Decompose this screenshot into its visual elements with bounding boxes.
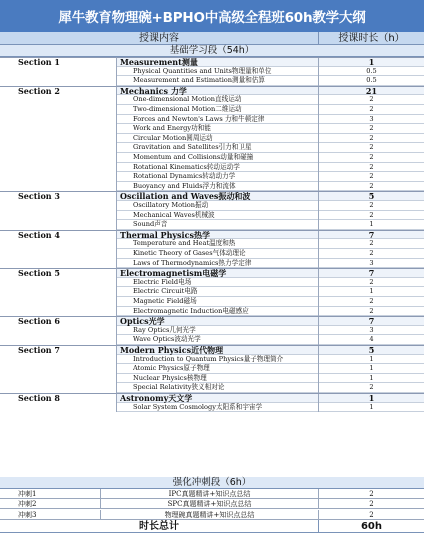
lesson-label: Rotational Dynamics转动动力学 (133, 172, 236, 181)
lesson-label: Electric Circuit电路 (133, 287, 198, 296)
sprint-stage-banner: 强化冲刺段（6h） (0, 477, 424, 489)
lesson-row (117, 374, 424, 384)
lesson-label: Special Relativity狭义相对论 (133, 383, 225, 392)
lesson-hours: 1 (318, 374, 424, 384)
sprint-hours: 2 (318, 499, 424, 509)
lesson-row (117, 326, 424, 336)
section-topic: Optics光学 (120, 317, 165, 327)
lesson-label: Introduction to Quantum Physics量子物理简介 (133, 354, 284, 363)
lesson-hours: 2 (318, 278, 424, 288)
sprint-hours: 2 (318, 510, 424, 520)
lesson-row (117, 335, 424, 345)
lesson-row (117, 76, 424, 86)
lesson-hours: 3 (318, 326, 424, 336)
sprint-description: 物理碗真题精讲+知识点总结 (100, 510, 318, 520)
sprint-row (0, 499, 424, 509)
lesson-row (117, 67, 424, 77)
lesson-row (117, 297, 424, 307)
lesson-label: Circular Motion圆周运动 (133, 133, 213, 142)
page-title: 犀牛教育物理碗+BPHO中高级全程班60h教学大纲 (0, 0, 424, 32)
sprint-row (0, 510, 424, 520)
section-topic-row (117, 86, 424, 96)
lesson-label: Momentum and Collisions动量和碰撞 (133, 153, 254, 161)
sprint-row (0, 489, 424, 499)
lesson-label: Work and Energy功和能 (133, 124, 211, 133)
lesson-hours: 2 (318, 249, 424, 259)
section-topic: Modern Physics近代物理 (120, 346, 224, 355)
lesson-hours: 2 (318, 153, 424, 163)
lesson-hours: 2 (318, 163, 424, 173)
lesson-hours: 2 (318, 182, 424, 192)
section-topic-row (117, 345, 424, 355)
section-topic: Astronomy天文学 (120, 394, 193, 403)
lesson-label: Forces and Newton's Laws 力和牛顿定律 (133, 114, 265, 123)
column-header (0, 32, 424, 45)
lesson-label: Nuclear Physics核物理 (133, 373, 207, 382)
section-topic-row (117, 230, 424, 240)
lesson-hours: 4 (318, 335, 424, 345)
sprint-description: IPC真题精讲+知识点总结 (100, 489, 318, 499)
section-hours: 1 (318, 394, 424, 404)
lesson-label: Sound声音 (133, 220, 168, 229)
sprint-description: SPC真题精讲+知识点总结 (100, 499, 318, 509)
lesson-row (117, 124, 424, 134)
section-topic-row (117, 393, 424, 403)
lesson-hours: 2 (318, 383, 424, 393)
section-label: Section 7 (0, 345, 117, 393)
sprint-label: 冲刺3 (18, 510, 37, 519)
lesson-hours: 2 (318, 201, 424, 211)
section-hours: 1 (318, 58, 424, 68)
lesson-row (117, 220, 424, 230)
total-hours: 60h (318, 520, 424, 533)
section-label: Section 2 (0, 86, 117, 192)
lesson-hours: 2 (318, 105, 424, 115)
lesson-hours: 2 (318, 172, 424, 182)
lesson-label: Measurement and Estimation测量和估算 (133, 76, 265, 85)
sprint-label: 冲刺1 (18, 490, 37, 498)
section-hours: 7 (318, 231, 424, 241)
lesson-hours: 2 (318, 239, 424, 249)
lesson-hours: 1 (318, 403, 424, 413)
lesson-row (117, 383, 424, 393)
section-label: Section 5 (0, 268, 117, 316)
lesson-hours: 3 (318, 115, 424, 125)
lesson-hours: 1 (318, 287, 424, 297)
lesson-label: Electromagnetic Induction电磁感应 (133, 306, 249, 315)
lesson-row (117, 172, 424, 182)
lesson-row (117, 278, 424, 288)
section-topic: Thermal Physics热学 (120, 230, 210, 240)
lesson-label: Two-dimensional Motion二维运动 (133, 105, 242, 113)
lesson-row (117, 364, 424, 374)
lesson-row (117, 239, 424, 249)
lesson-label: Temperature and Heat温度和热 (133, 239, 236, 248)
lesson-hours: 0.5 (318, 67, 424, 77)
lesson-row (117, 182, 424, 192)
lesson-row (117, 95, 424, 105)
section-hours: 21 (318, 87, 424, 97)
lesson-hours: 2 (318, 134, 424, 144)
lesson-label: Magnetic Field磁场 (133, 297, 197, 305)
total-row (0, 520, 424, 533)
section-label: Section 3 (0, 191, 117, 229)
section-hours: 7 (318, 269, 424, 279)
section-topic-row (117, 316, 424, 326)
section-label: Section 1 (0, 57, 117, 86)
hours-column-header: 授课时长（h） (318, 32, 424, 45)
sprint-hours: 2 (318, 489, 424, 499)
lesson-label: Gravitation and Satellites引力和卫星 (133, 143, 252, 152)
section-topic: Electromagnetism电磁学 (120, 269, 227, 279)
lesson-hours: 1 (318, 364, 424, 374)
section-topic-row (117, 57, 424, 67)
section-topic-row (117, 191, 424, 201)
lesson-hours: 2 (318, 95, 424, 105)
section-topic: Measurement测量 (120, 58, 198, 67)
lesson-hours: 1 (318, 355, 424, 365)
section-hours: 7 (318, 317, 424, 327)
lesson-hours: 3 (318, 259, 424, 269)
lesson-label: Laws of Thermodynamics热力学定律 (133, 258, 252, 267)
lesson-row (117, 163, 424, 173)
lesson-row (117, 115, 424, 125)
section-topic: Mechanics 力学 (120, 86, 187, 96)
lesson-label: Mechanical Waves机械波 (133, 210, 215, 219)
lesson-hours: 2 (318, 297, 424, 307)
section-label: Section 6 (0, 316, 117, 345)
basic-stage-banner: 基础学习段（54h） (0, 45, 424, 57)
section-label: Section 8 (0, 393, 117, 412)
section-topic: Oscillation and Waves振动和波 (120, 192, 251, 202)
lesson-hours: 1 (318, 220, 424, 230)
lesson-hours: 2 (318, 124, 424, 134)
lesson-label: Kinetic Theory of Gases气体动理论 (133, 249, 246, 257)
lesson-row (117, 105, 424, 115)
lesson-row (117, 211, 424, 221)
lesson-row (117, 287, 424, 297)
sprint-label: 冲刺2 (18, 500, 37, 509)
lesson-label: One-dimensional Motion直线运动 (133, 95, 242, 104)
lesson-label: Physical Quantities and Units物理量和单位 (133, 66, 272, 75)
lesson-row (117, 249, 424, 259)
lesson-row (117, 307, 424, 317)
section-label: Section 4 (0, 230, 117, 268)
lesson-hours: 0.5 (318, 76, 424, 86)
lesson-row (117, 153, 424, 163)
lesson-label: Buoyancy and Fluids浮力和流体 (133, 181, 236, 190)
lesson-label: Atomic Physics原子物理 (133, 364, 210, 373)
section-hours: 5 (318, 346, 424, 356)
lesson-row (117, 143, 424, 153)
lesson-hours: 2 (318, 211, 424, 221)
lesson-label: Oscillatory Motion振动 (133, 201, 209, 209)
section-topic-row (117, 268, 424, 278)
lesson-row (117, 403, 424, 413)
lesson-row (117, 134, 424, 144)
lesson-label: Rotational Kinematics转动运动学 (133, 162, 240, 171)
lesson-label: Ray Optics几何光学 (133, 325, 196, 334)
lesson-hours: 2 (318, 143, 424, 153)
total-label: 时长总计 (139, 521, 179, 532)
lesson-hours: 2 (318, 307, 424, 317)
lesson-label: Electric Field电场 (133, 277, 192, 286)
lesson-row (117, 355, 424, 365)
lesson-label: Solar System Cosmology太阳系和宇宙学 (133, 402, 263, 411)
content-column-header: 授课内容 (139, 33, 179, 44)
lesson-row (117, 259, 424, 269)
lesson-label: Wave Optics波动光学 (133, 335, 201, 344)
section-hours: 5 (318, 192, 424, 202)
lesson-row (117, 201, 424, 211)
